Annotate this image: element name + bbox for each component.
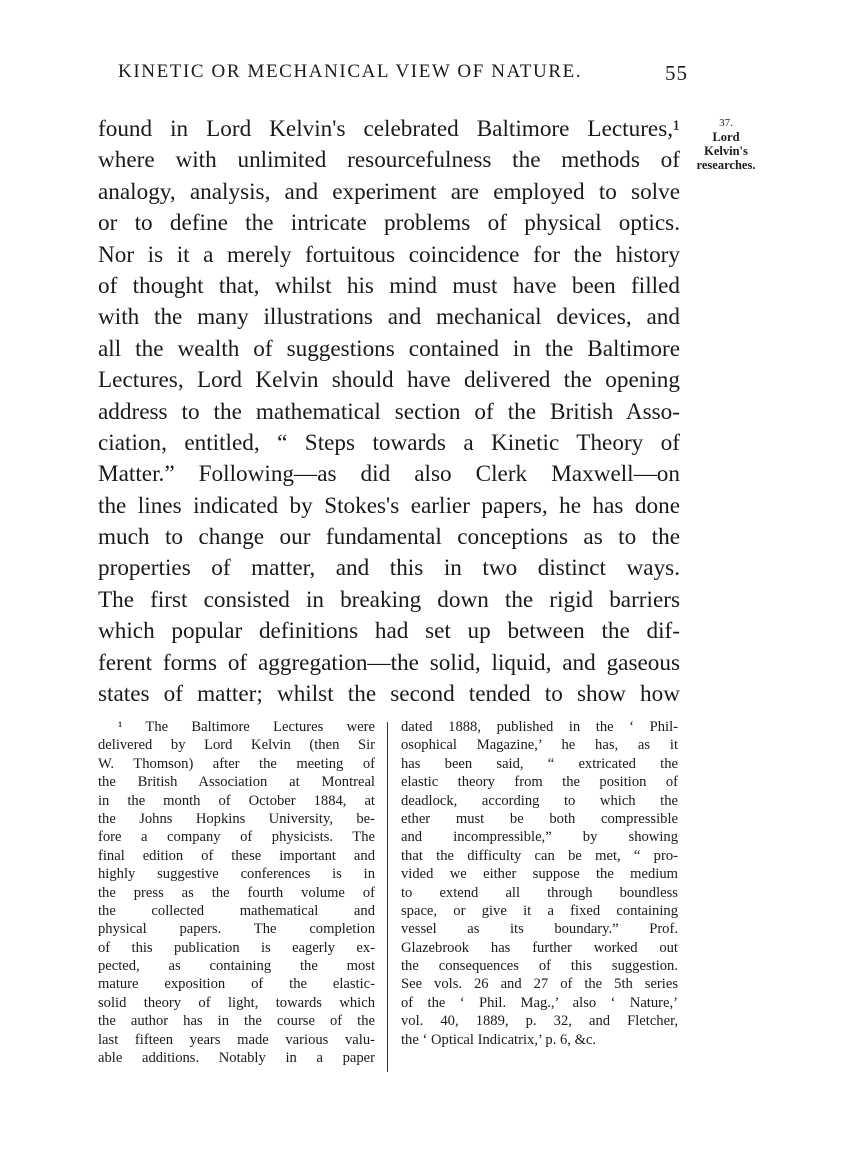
footnote-column-right xyxy=(401,718,678,1049)
footnote-line: pected, as containing the most xyxy=(98,958,375,975)
text-line: analogy, analysis, and experiment are employed to solve xyxy=(98,178,680,205)
footnote-line: See vols. 26 and 27 of the 5th series xyxy=(401,976,678,993)
footnote-line: that the difficulty can be met, “ pro- xyxy=(401,847,678,864)
text-line: found in Lord Kelvin's celebrated Baltimore Lectures,¹ xyxy=(98,116,680,142)
footnote-line: able additions. Notably in a paper xyxy=(98,1050,375,1067)
footnote-line: physical papers. The completion xyxy=(98,921,375,938)
text-line: with the many illustrations and mechanical devices, and xyxy=(98,304,680,331)
footnote-line: highly suggestive conferences is in xyxy=(98,866,375,883)
text-line: Lectures, Lord Kelvin should have delivered the opening xyxy=(98,367,680,394)
running-head xyxy=(118,61,688,91)
text-line: states of matter; whilst the second tended to show how xyxy=(98,681,680,708)
footnote-line: dated 1888, published in the ‘ Phil- xyxy=(401,719,678,735)
footnotes xyxy=(98,718,680,1078)
footnote-line: the collected mathematical and xyxy=(98,902,375,919)
footnote-line: osophical Magazine,’ he has, as it xyxy=(401,737,678,754)
text-line: properties of matter, and this in two distinct ways. xyxy=(98,555,680,582)
footnote-line: in the month of October 1884, at xyxy=(98,792,375,809)
sidenote-number: 37. xyxy=(719,117,733,129)
text-line: The first consisted in breaking down the rigid barriers xyxy=(98,586,680,613)
sidenote-line: Lord xyxy=(712,130,740,144)
main-text xyxy=(98,114,680,710)
footnote-line: deadlock, according to which the xyxy=(401,792,678,809)
footnote-line: solid theory of light, towards which xyxy=(98,994,375,1011)
footnote-line: has been said, “ extricated the xyxy=(401,755,678,772)
footnote-line: final edition of these important and xyxy=(98,847,375,864)
text-line: all the wealth of suggestions contained in the Baltimore xyxy=(98,335,680,362)
text-line: which popular definitions had set up between the dif- xyxy=(98,618,680,645)
text-line: much to change our fundamental conceptions as to the xyxy=(98,524,680,551)
page-number: 55 xyxy=(665,61,688,85)
text-line: address to the mathematical section of the British Asso- xyxy=(98,398,680,425)
text-line: or to define the intricate problems of physical optics. xyxy=(98,210,680,237)
footnote-line: the Johns Hopkins University, be- xyxy=(98,810,375,827)
footnote-line: vessel as its boundary.” Prof. xyxy=(401,921,678,938)
text-line: ciation, entitled, “ Steps towards a Kinetic Theory of xyxy=(98,429,680,456)
footnote-line: fore a company of physicists. The xyxy=(98,829,375,846)
footnote-line: the author has in the course of the xyxy=(98,1013,375,1030)
footnote-line: last fifteen years made various valu- xyxy=(98,1031,375,1048)
footnote-line: mature exposition of the elastic- xyxy=(98,976,375,993)
footnote-line: vided we either suppose the medium xyxy=(401,866,678,883)
footnote-line: ¹ The Baltimore Lectures were xyxy=(118,719,375,735)
footnote-column-left xyxy=(98,718,375,1067)
footnote-line: to extend all through boundless xyxy=(401,884,678,901)
footnote-line: vol. 40, 1889, p. 32, and Fletcher, xyxy=(401,1013,678,1030)
footnote-line: the British Association at Montreal xyxy=(98,774,375,791)
footnote-line: of this publication is eagerly ex- xyxy=(98,939,375,956)
footnote-line: the ‘ Optical Indicatrix,’ p. 6, &c. xyxy=(401,1031,597,1048)
text-line: ferent forms of aggregation—the solid, liquid, and gaseous xyxy=(98,649,680,676)
text-line: the lines indicated by Stokes's earlier papers, he has done xyxy=(98,492,680,519)
text-line: Matter.” Following—as did also Clerk Maxwell—on xyxy=(98,461,680,488)
footnote-line: delivered by Lord Kelvin (then Sir xyxy=(98,737,375,754)
footnote-line: of the ‘ Phil. Mag.,’ also ‘ Nature,’ xyxy=(401,994,678,1011)
column-divider xyxy=(387,722,388,1072)
footnote-line: and incompressible,” by showing xyxy=(401,829,678,846)
footnote-line: elastic theory from the position of xyxy=(401,774,678,791)
marginal-sidenote xyxy=(690,116,762,172)
footnote-line: the press as the fourth volume of xyxy=(98,884,375,901)
footnote-line: W. Thomson) after the meeting of xyxy=(98,755,375,772)
text-line: Nor is it a merely fortuitous coincidence for the history xyxy=(98,241,680,268)
sidenote-line: researches. xyxy=(696,158,756,172)
text-line: of thought that, whilst his mind must have been filled xyxy=(98,272,680,299)
footnote-line: Glazebrook has further worked out xyxy=(401,939,678,956)
running-head-title: KINETIC OR MECHANICAL VIEW OF NATURE. xyxy=(118,61,583,82)
footnote-line: space, or give it a fixed containing xyxy=(401,902,678,919)
footnote-line: ether must be both compressible xyxy=(401,810,678,827)
sidenote-line: Kelvin's xyxy=(704,144,748,158)
text-line: where with unlimited resourcefulness the methods of xyxy=(98,147,680,174)
footnote-line: the consequences of this suggestion. xyxy=(401,958,678,975)
